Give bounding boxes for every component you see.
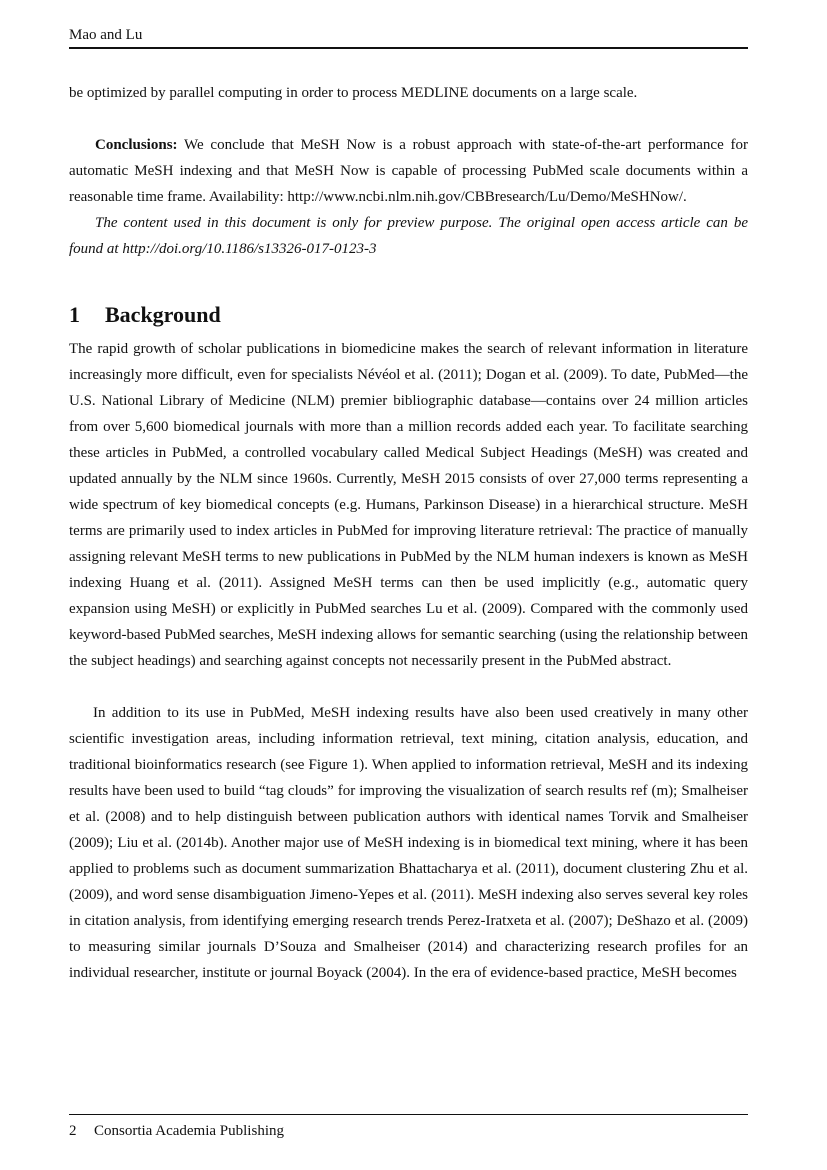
page-content: [69, 80, 748, 986]
preview-note: The content used in this document is only for preview purpose. The original open access article can be found at http://doi.org/10.1186/s13326-017-0123-3: [69, 215, 748, 257]
background-paragraph-2: In addition to its use in PubMed, MeSH indexing results have also been used creatively in many other scientific investigation areas, including information retrieval, text mining, citation analysis, education, and traditional bioinformatics research (see Figure 1). When applied to information retrieval, MeSH and its indexing results have been used to build “tag clouds” for improving the visualization of search results ref (m); Smalheiser et al. (2008) and to help distinguish between publication authors with identical names Torvik and Smalheiser (2009); Liu et al. (2014b). Another major use of MeSH indexing is in biomedical text mining, where it has been applied to problems such as document summarization Bhattacharya et al. (2011), document clustering Zhu et al. (2009), and word sense disambiguation Jimeno-Yepes et al. (2011). MeSH indexing also serves several key roles in citation analysis, from identifying emerging research trends Perez-Iratxeta et al. (2007); DeShazo et al. (2009) to measuring similar journals D’Souza and Smalheiser (2014) and characterizing research profiles for an individual researcher, institute or journal Boyack (2004). In the era of evidence-based practice, MeSH becomes: [69, 705, 748, 981]
background-paragraph-1: The rapid growth of scholar publications in biomedicine makes the search of relevant information in literature increasingly more difficult, even for specialists Névéol et al. (2011); Dogan et al. (2009). To date, PubMed—the U.S. National Library of Medicine (NLM) premier bibliographic database—contains over 24 million articles from over 5,600 biomedical journals with more than a million records added each year. To facilitate searching these articles in PubMed, a controlled vocabulary called Medical Subject Headings (MeSH) was created and updated annually by the NLM since 1960s. Currently, MeSH 2015 consists of over 27,000 terms representing a wide spectrum of key biomedical concepts (e.g. Humans, Parkinson Disease) in a hierarchical structure. MeSH terms are primarily used to index articles in PubMed for improving literature retrieval: The practice of manually assigning relevant MeSH terms to new publications in PubMed by the NLM human indexers is known as MeSH indexing Huang et al. (2011). Assigned MeSH terms can then be used implicitly (e.g., automatic query expansion using MeSH) or explicitly in PubMed searches Lu et al. (2009). Compared with the commonly used keyword-based PubMed searches, MeSH indexing allows for semantic searching (using the relationship between the subject headings) and searching against concepts not necessarily present in the PubMed abstract.: [69, 341, 748, 669]
header-authors: Mao and Lu: [69, 27, 143, 43]
section-title: Background: [105, 302, 221, 327]
conclusions-text: We conclude that MeSH Now is a robust approach with state-of-the-art performance for automatic MeSH indexing and that MeSH Now is capable of processing PubMed scale documents within a reasonable time frame. Availability: http://www.ncbi.nlm.nih.gov/CBBresearch/Lu/Demo/MeSHNow/.: [69, 137, 748, 205]
section-heading: [69, 300, 748, 330]
section-number: 1: [69, 302, 80, 327]
conclusions-label: Conclusions:: [95, 137, 178, 153]
continued-paragraph: be optimized by parallel computing in order to process MEDLINE documents on a large scale.: [69, 85, 638, 101]
footer-publisher: Consortia Academia Publishing: [94, 1123, 284, 1139]
page-footer: [69, 1114, 748, 1141]
running-header: [69, 25, 748, 49]
conclusions-paragraph: [69, 132, 748, 210]
page-number: 2: [69, 1123, 77, 1139]
